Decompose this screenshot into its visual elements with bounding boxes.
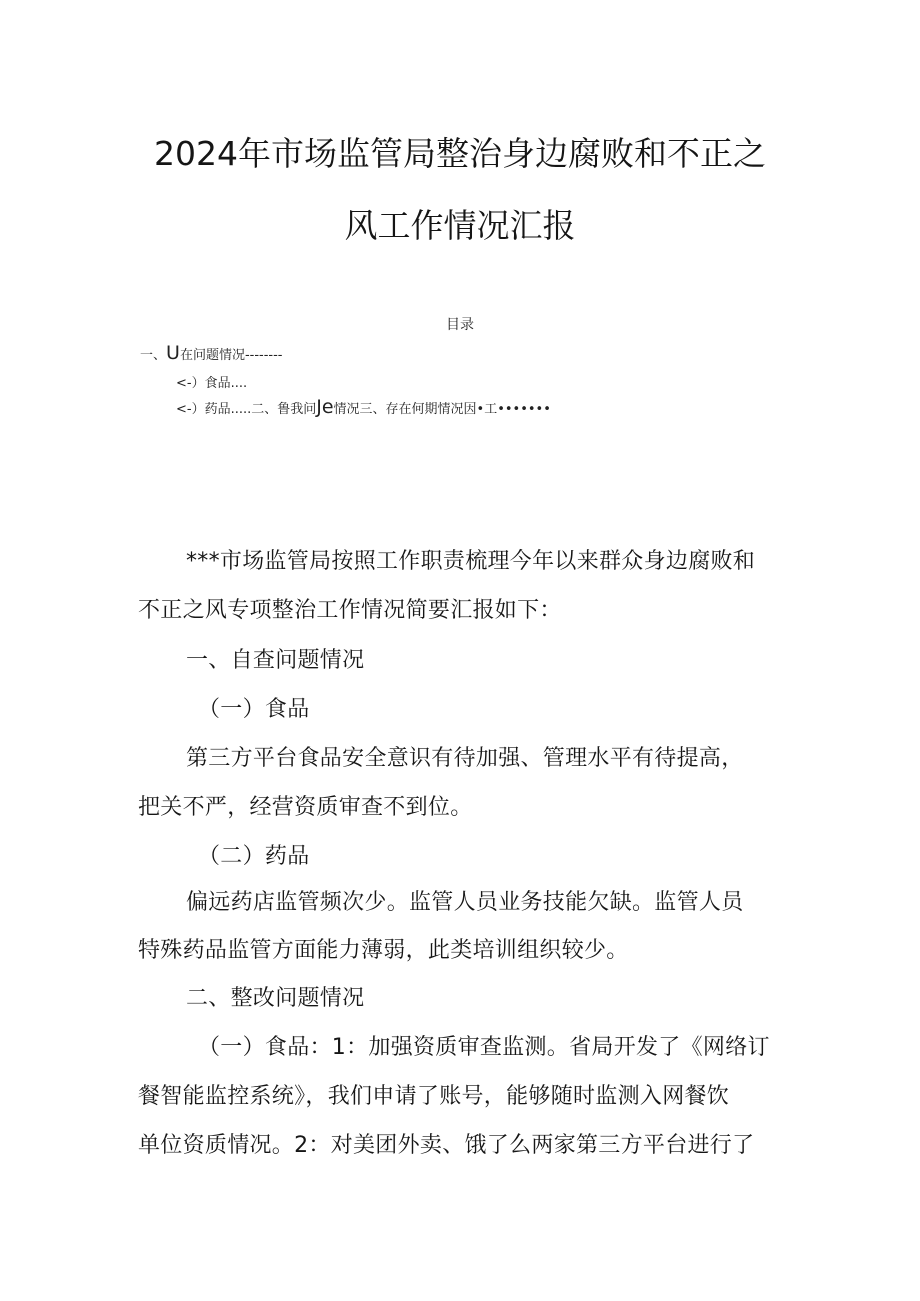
paragraph-rectify-line-2: 餐智能监控系统》，我们申请了账号，能够随时监测入网餐饮 xyxy=(138,1084,730,1109)
paragraph-drugs-line-2: 特殊药品监管方面能力薄弱，此类培训组织较少。 xyxy=(138,938,629,963)
subsection-heading-drugs: （二）药品 xyxy=(198,844,310,869)
document-title-line-2: 风工作情况汇报 xyxy=(344,206,576,245)
toc-item-3-big: Je xyxy=(316,396,334,418)
toc-item-2[interactable]: <-）食品.... xyxy=(176,376,248,391)
paragraph-intro-line-1: ***市场监管局按照工作职责梳理今年以来群众身边腐败和 xyxy=(186,549,756,574)
section-heading-2: 二、整改问题情况 xyxy=(186,986,365,1011)
toc-item-1[interactable] xyxy=(140,342,282,364)
document-title-line-1: 2024年市场监管局整治身边腐败和不正之 xyxy=(154,134,766,173)
paragraph-rectify-line-1: （一）食品：1：加强资质审查监测。省局开发了《网络订 xyxy=(198,1035,770,1060)
toc-item-3[interactable] xyxy=(176,396,551,418)
toc-item-3-part-2: 情况三、存在何期情况因•工••••••• xyxy=(333,402,551,417)
toc-item-1-rest: 在问题情况-------- xyxy=(179,348,283,363)
paragraph-food-line-2: 把关不严，经营资质审查不到位。 xyxy=(138,795,473,820)
paragraph-rectify-line-3: 单位资质情况。2：对美团外卖、饿了么两家第三方平台进行了 xyxy=(138,1133,755,1158)
paragraph-food-line-1: 第三方平台食品安全意识有待加强、管理水平有待提高， xyxy=(186,746,744,771)
toc-item-1-prefix: 一、 xyxy=(140,348,167,363)
subsection-heading-food: （一）食品 xyxy=(198,697,310,722)
section-heading-1: 一、自查问题情况 xyxy=(186,648,365,673)
toc-heading: 目录 xyxy=(446,317,474,333)
toc-item-3-part-1: <-）药品.....二、鲁我问 xyxy=(176,402,317,417)
paragraph-drugs-line-1: 偏远药店监管频次少。监管人员业务技能欠缺。监管人员 xyxy=(186,890,744,915)
paragraph-intro-line-2: 不正之风专项整治工作情况简要汇报如下： xyxy=(138,598,562,623)
toc-item-1-big: U xyxy=(166,342,180,364)
